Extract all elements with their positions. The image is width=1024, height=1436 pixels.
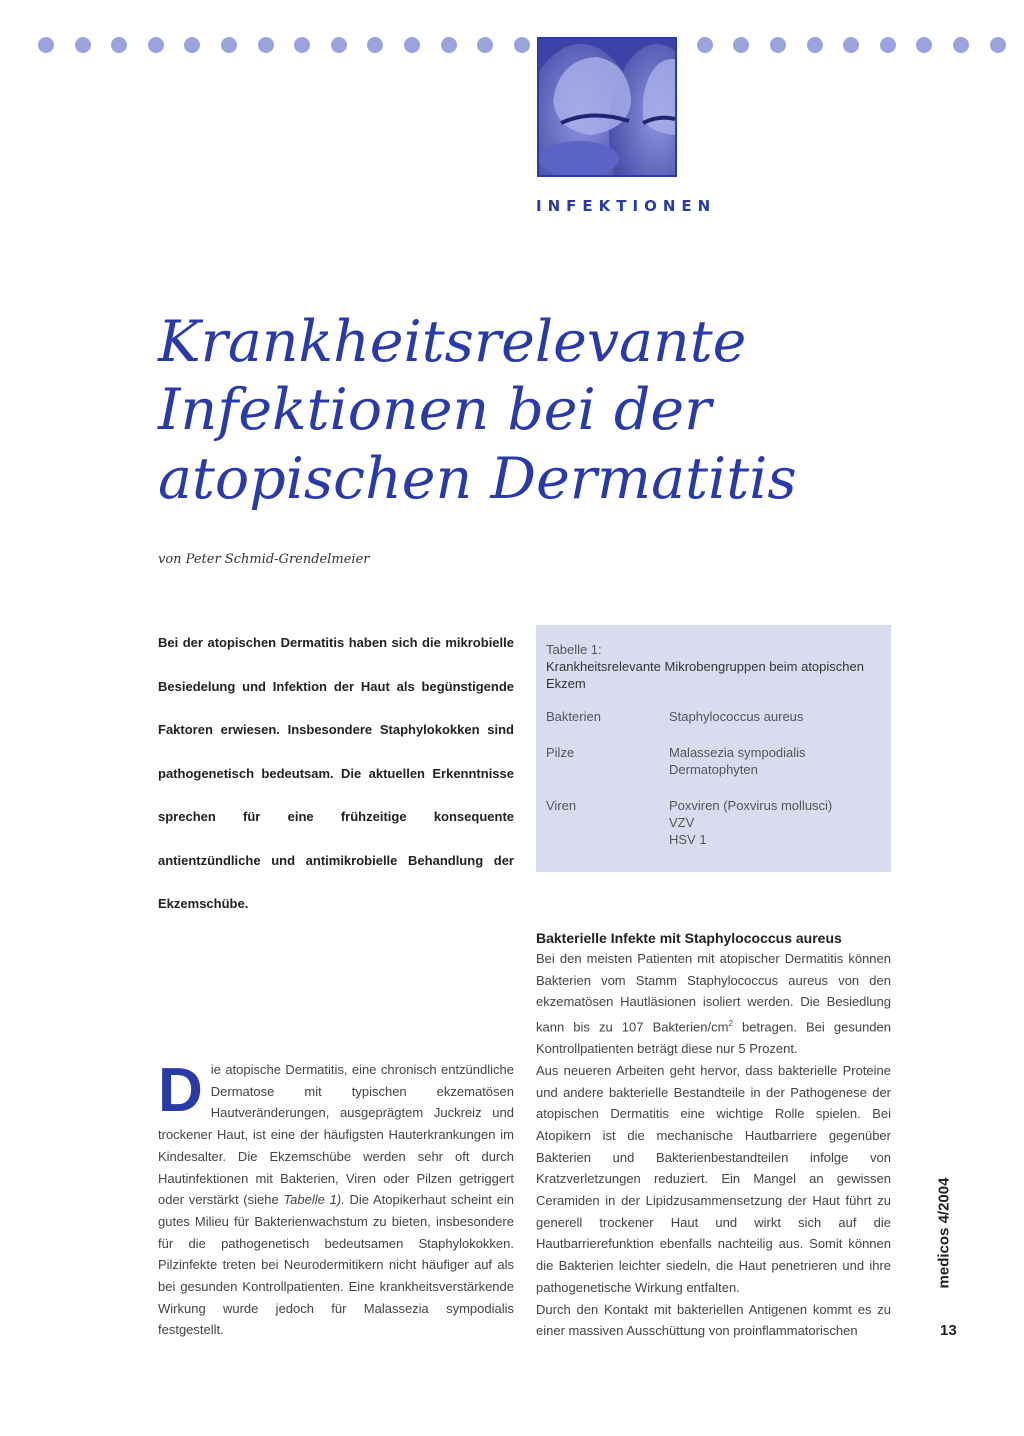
body-column-left (158, 1056, 514, 1341)
decorative-dot (880, 37, 896, 53)
body-paragraph (536, 948, 891, 1060)
lead-paragraph: Bei der atopischen Dermatitis haben sich die mikrobielle Besiedelung und Infektion der Haut als begünstigende Faktoren erwiesen. Insbesondere Staphylokokken sind pathogenetisch bedeutsam. Die aktuellen Erkenntnisse sprechen für eine frühzeitige konsequente antientzündliche und antimikrobielle Behandlung der Ekzemschübe. (158, 635, 514, 911)
decorative-dot (916, 37, 932, 53)
decorative-dot (38, 37, 54, 53)
fingernail-icon (539, 39, 675, 175)
table-reference: Tabelle 1). (283, 1192, 345, 1208)
table-row (546, 744, 881, 778)
article-title: Krankheitsrelevante Infektionen bei der atopischen Dermatitis (158, 309, 797, 512)
decorative-dot (441, 37, 457, 53)
table-value: Malassezia sympodialis (669, 745, 806, 760)
decorative-dot (258, 37, 274, 53)
decorative-dot (148, 37, 164, 53)
table-category: Bakterien (546, 709, 601, 724)
page-number: 13 (940, 1322, 957, 1339)
table-value: VZV (669, 815, 695, 830)
table-title: Tabelle 1: (546, 642, 602, 657)
table-value: Poxviren (Poxvirus mollusci) (669, 798, 833, 813)
body-paragraph: Aus neueren Arbeiten geht hervor, dass bakterielle Proteine und andere bakterielle Bestandteile in der Pathogenese der atopischen Dermatitis eine wichtige Rolle spielen. Bei Atopikern ist die mechanische Hautbarriere gegenüber Bakterien und Bakterienbestandteilen infolge von Kratzverletzungen reduziert. Ein Mangel an gewissen Ceramiden in der Lipidzusammensetzung der Haut führt zu generell trockener Haut und wirkt sich auf die Hautbarrierefunktion ebenfalls nachteilig aus. Somit können die Bakterien leichter siedeln, die Haut penetrieren und ihre pathogenetische Wirkung entfalten. (536, 1062, 891, 1295)
decorative-dot (843, 37, 859, 53)
section-label: INFEKTIONEN (536, 197, 717, 215)
table-values (669, 744, 806, 778)
body-paragraph (158, 1056, 514, 1341)
table-subtitle: Krankheitsrelevante Mikrobengruppen beim atopischen Ekzem (546, 659, 864, 691)
decorative-dot (184, 37, 200, 53)
table-value: Dermatophyten (669, 762, 758, 777)
decorative-dot (367, 37, 383, 53)
table-row (546, 797, 881, 848)
decorative-dot (514, 37, 530, 53)
author-line: von Peter Schmid-Grendelmeier (158, 552, 370, 567)
decorative-dot (221, 37, 237, 53)
fingernail-photo (537, 37, 677, 177)
body-column-right (536, 928, 891, 1342)
decorative-dot (477, 37, 493, 53)
decorative-dot (75, 37, 91, 53)
decorative-dot (807, 37, 823, 53)
table-category: Viren (546, 798, 577, 813)
table-values (669, 708, 803, 725)
decorative-dot (331, 37, 347, 53)
body-paragraph: Durch den Kontakt mit bakteriellen Antigenen kommt es zu einer massiven Ausschüttung von proinflammatorischen (536, 1301, 891, 1339)
drop-cap: D (158, 1056, 203, 1125)
decorative-dot (697, 37, 713, 53)
body-text: Bei den meisten Patienten mit atopischer Dermatitis können Bakterien vom Stamm Staphylococcus aureus von den ekzematösen Hautläsionen isoliert werden. Die Besiedlung kann bis zu 107 Bakterien/cm (536, 951, 891, 1035)
decorative-dot (404, 37, 420, 53)
decorative-dot (111, 37, 127, 53)
table-1 (536, 625, 891, 872)
body-text: Die Atopikerhaut scheint ein gutes Milieu für Bakterienwachstum zu bieten, insbesondere für die pathogenetisch bedeutsamen Staphylokokken. Pilzinfekte treten bei Neurodermitikern nicht häufiger auf als bei gesunden Kontrollpatienten. Eine krankheitsverstärkende Wirkung wurde jedoch für Malassezia sympodialis festgestellt. (158, 1192, 514, 1338)
table-value: Staphylococcus aureus (669, 709, 804, 724)
superscript: 2 (728, 1019, 733, 1029)
section-heading: Bakterielle Infekte mit Staphylococcus aureus (536, 930, 842, 946)
decorative-dot (770, 37, 786, 53)
table-values (669, 797, 832, 848)
journal-issue-label (928, 1168, 960, 1298)
decorative-dot (953, 37, 969, 53)
body-text: ie atopische Dermatitis, eine chronisch entzündliche Dermatose mit typischen ekzematösen Hautveränderungen, ausgeprägtem Juckreiz und trockener Haut, ist eine der häufigsten Hauterkrankungen im Kindesalter. Die Ekzemschübe werden sehr oft durch Hautinfektionen mit Bakterien, Viren oder Pilzen getriggert oder verstärkt (siehe (158, 1062, 514, 1208)
table-row (546, 708, 881, 725)
decorative-dot (733, 37, 749, 53)
table-category: Pilze (546, 745, 575, 760)
decorative-dot (294, 37, 310, 53)
decorative-dot-row (0, 37, 1024, 55)
body-text: betragen. Bei gesunden Kontrollpatienten beträgt diese nur 5 Prozent. (536, 1019, 891, 1057)
table-value: HSV 1 (669, 832, 707, 847)
journal-issue-text: medicos 4/2004 (935, 1177, 953, 1289)
decorative-dot (990, 37, 1006, 53)
